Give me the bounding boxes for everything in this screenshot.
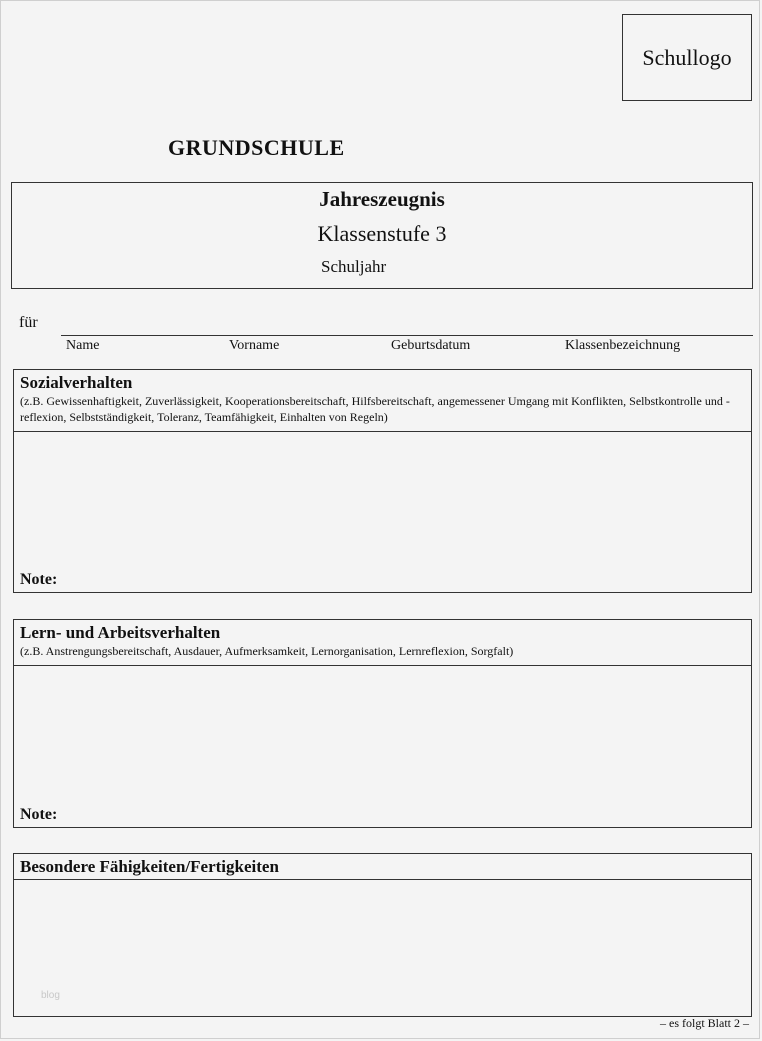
section-header	[14, 854, 751, 880]
section-description: (z.B. Gewissenhaftigkeit, Zuverlässigkeit, Kooperationsbereitschaft, Hilfsbereitschaft, angemessener Umgang mit Konflikten, Selbstkontrolle und -reflexion, Selbstständigkeit, Toleranz, Teamfähigkeit, Einhalten von Regeln)	[20, 394, 730, 424]
class-label: Klassenbezeichnung	[565, 338, 681, 353]
school-logo-placeholder	[622, 14, 752, 101]
title-box	[11, 182, 753, 289]
grade-level: Klassenstufe 3	[317, 221, 447, 246]
birthdate-label: Geburtsdatum	[391, 338, 471, 353]
section-title: Besondere Fähigkeiten/Fertigkeiten	[20, 857, 279, 876]
section-learning-behavior	[13, 619, 752, 828]
watermark: blog	[41, 990, 60, 1001]
school-logo-text: Schullogo	[642, 44, 732, 70]
section-special-abilities	[13, 853, 752, 1017]
for-label: für	[19, 314, 38, 331]
footer-continued: – es folgt Blatt 2 –	[660, 1016, 749, 1030]
school-name: GRUNDSCHULE	[168, 135, 345, 160]
grade-note-label: Note:	[20, 806, 58, 823]
first-name-label: Vorname	[229, 338, 280, 353]
section-header	[14, 370, 751, 432]
student-info-line	[61, 335, 753, 336]
name-label: Name	[66, 338, 100, 353]
certificate-title: Jahreszeugnis	[319, 187, 445, 211]
grade-note-label: Note:	[20, 571, 58, 588]
section-title: Lern- und Arbeitsverhalten	[20, 623, 221, 642]
section-social-behavior	[13, 369, 752, 593]
school-year-label: Schuljahr	[321, 257, 387, 276]
section-title: Sozialverhalten	[20, 373, 133, 392]
section-description: (z.B. Anstrengungsbereitschaft, Ausdauer, Aufmerksamkeit, Lernorganisation, Lernreflexion, Sorgfalt)	[20, 644, 514, 658]
section-header	[14, 620, 751, 666]
